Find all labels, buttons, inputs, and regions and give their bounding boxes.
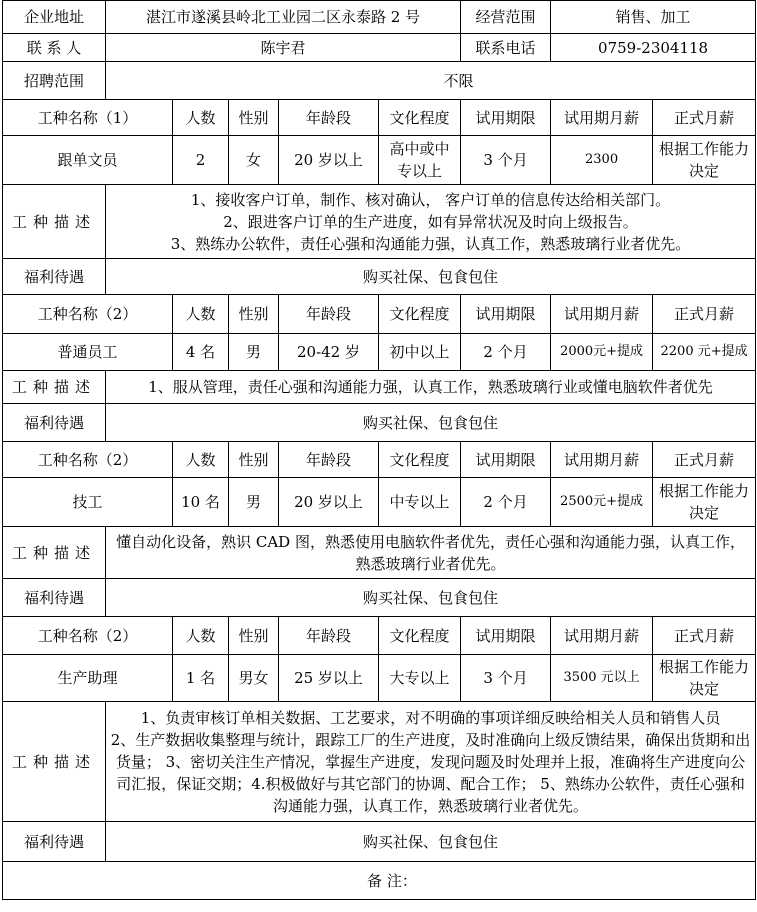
- job-desc-row: [3, 702, 756, 822]
- job-education: 中专以上: [379, 478, 461, 527]
- job-age: 20 岁以上: [279, 478, 379, 527]
- phone-value: 0759-2304118: [551, 34, 756, 62]
- job-title: 工种名称（2）: [3, 442, 173, 478]
- job-desc: [106, 702, 756, 822]
- address-label: 企业地址: [3, 1, 106, 34]
- col-header-education: 文化程度: [379, 100, 461, 136]
- job-count: 10 名: [173, 478, 229, 527]
- phone-label: 联系电话: [461, 34, 551, 62]
- benefit-label: 福利待遇: [3, 404, 106, 442]
- job-gender: 男: [229, 478, 279, 527]
- job-formal-salary: 根据工作能力决定: [653, 478, 756, 527]
- job-desc: [106, 185, 756, 259]
- recruitment-table: [2, 0, 756, 900]
- recruit-scope-label: 招聘范围: [3, 62, 106, 100]
- col-header-education: 文化程度: [379, 295, 461, 334]
- contact-value: 陈宇君: [106, 34, 461, 62]
- job-gender: 男: [229, 334, 279, 371]
- job-count: 2: [173, 136, 229, 185]
- job-title: 工种名称（1）: [3, 100, 173, 136]
- job-benefits: 购买社保、包食包住: [106, 404, 756, 442]
- job-benefits: 购买社保、包食包住: [106, 259, 756, 295]
- job-probation: 3 个月: [461, 136, 551, 185]
- job-benefits: 购买社保、包食包住: [106, 822, 756, 862]
- col-header-probation: 试用期限: [461, 295, 551, 334]
- job-count: 1 名: [173, 655, 229, 702]
- benefit-label: 福利待遇: [3, 579, 106, 617]
- contact-label: 联 系 人: [3, 34, 106, 62]
- col-header-age: 年龄段: [279, 442, 379, 478]
- job-gender: 男女: [229, 655, 279, 702]
- job-formal-salary: 根据工作能力决定: [653, 136, 756, 185]
- job-data-row: [3, 136, 756, 185]
- col-header-gender: 性别: [229, 295, 279, 334]
- col-header-education: 文化程度: [379, 442, 461, 478]
- job-probation: 2 个月: [461, 334, 551, 371]
- col-header-gender: 性别: [229, 100, 279, 136]
- job-probation-salary: 3500 元以上: [551, 655, 653, 702]
- col-header-probation: 试用期限: [461, 100, 551, 136]
- job-age: 20 岁以上: [279, 136, 379, 185]
- remark-label: 备 注：: [3, 862, 756, 900]
- col-header-probation-salary: 试用期月薪: [551, 617, 653, 655]
- job-desc: [106, 527, 756, 579]
- col-header-formal-salary: 正式月薪: [653, 100, 756, 136]
- desc-line: 1、服从管理，责任心强和沟通能力强，认真工作，熟悉玻璃行业或懂电脑软件者优先: [148, 378, 713, 396]
- desc-line: 2、跟进客户订单的生产进度，如有异常状况及时向上级报告。: [223, 212, 638, 231]
- benefit-label: 福利待遇: [3, 822, 106, 862]
- job-desc-row: [3, 527, 756, 579]
- desc-line: 1、负责审核订单相关数据、工艺要求，对不明确的事项详细反映给相关人员和销售人员: [140, 708, 721, 727]
- desc-label: 工种描述: [3, 702, 106, 822]
- col-header-formal-salary: 正式月薪: [653, 442, 756, 478]
- job-probation-salary: 2000元+提成: [551, 334, 653, 371]
- job-desc-row: [3, 185, 756, 259]
- col-header-age: 年龄段: [279, 295, 379, 334]
- col-header-age: 年龄段: [279, 100, 379, 136]
- recruit-scope-row: [3, 62, 756, 100]
- col-header-count: 人数: [173, 617, 229, 655]
- col-header-probation: 试用期限: [461, 442, 551, 478]
- job-probation: 2 个月: [461, 478, 551, 527]
- desc-label: 工种描述: [3, 185, 106, 259]
- job-data-row: [3, 655, 756, 702]
- desc-line: 1、接收客户订单，制作、核对确认， 客户订单的信息传达给相关部门。: [190, 190, 671, 209]
- col-header-gender: 性别: [229, 442, 279, 478]
- desc-line: 懂自动化设备，熟识 CAD 图，熟悉使用电脑软件者优先，责任心强和沟通能力强，认真工作，熟悉玻璃行业者优先。: [116, 532, 745, 573]
- job-desc-row: [3, 371, 756, 404]
- contact-row: [3, 34, 756, 62]
- job-benefits: 购买社保、包食包住: [106, 579, 756, 617]
- job-education: 大专以上: [379, 655, 461, 702]
- scope-value: 销售、加工: [551, 1, 756, 34]
- job-benefit-row: [3, 259, 756, 295]
- col-header-probation-salary: 试用期月薪: [551, 442, 653, 478]
- job-title: 工种名称（2）: [3, 617, 173, 655]
- col-header-count: 人数: [173, 442, 229, 478]
- job-formal-salary: 2200 元+提成: [653, 334, 756, 371]
- col-header-probation-salary: 试用期月薪: [551, 295, 653, 334]
- job-data-row: [3, 478, 756, 527]
- job-gender: 女: [229, 136, 279, 185]
- col-header-age: 年龄段: [279, 617, 379, 655]
- job-header-row: [3, 295, 756, 334]
- job-name: 普通员工: [3, 334, 173, 371]
- col-header-count: 人数: [173, 100, 229, 136]
- col-header-gender: 性别: [229, 617, 279, 655]
- job-education: 高中或中专以上: [379, 136, 461, 185]
- col-header-formal-salary: 正式月薪: [653, 295, 756, 334]
- job-desc: [106, 371, 756, 404]
- address-row: [3, 1, 756, 34]
- job-benefit-row: [3, 579, 756, 617]
- desc-label: 工种描述: [3, 371, 106, 404]
- address-value: 湛江市遂溪县岭北工业园二区永泰路 2 号: [106, 1, 461, 34]
- job-header-row: [3, 100, 756, 136]
- desc-line: 3、熟练办公软件，责任心强和沟通能力强，认真工作，熟悉玻璃行业者优先。: [170, 234, 691, 253]
- job-benefit-row: [3, 404, 756, 442]
- job-title: 工种名称（2）: [3, 295, 173, 334]
- job-education: 初中以上: [379, 334, 461, 371]
- col-header-formal-salary: 正式月薪: [653, 617, 756, 655]
- col-header-probation-salary: 试用期月薪: [551, 100, 653, 136]
- job-age: 20-42 岁: [279, 334, 379, 371]
- recruit-scope-value: 不限: [106, 62, 756, 100]
- col-header-count: 人数: [173, 295, 229, 334]
- job-count: 4 名: [173, 334, 229, 371]
- col-header-probation: 试用期限: [461, 617, 551, 655]
- job-age: 25 岁以上: [279, 655, 379, 702]
- job-name: 技工: [3, 478, 173, 527]
- job-name: 跟单文员: [3, 136, 173, 185]
- job-probation: 3 个月: [461, 655, 551, 702]
- col-header-education: 文化程度: [379, 617, 461, 655]
- job-name: 生产助理: [3, 655, 173, 702]
- job-benefit-row: [3, 822, 756, 862]
- scope-label: 经营范围: [461, 1, 551, 34]
- benefit-label: 福利待遇: [3, 259, 106, 295]
- job-data-row: [3, 334, 756, 371]
- job-header-row: [3, 442, 756, 478]
- job-formal-salary: 根据工作能力决定: [653, 655, 756, 702]
- job-probation-salary: 2500元+提成: [551, 478, 653, 527]
- desc-label: 工种描述: [3, 527, 106, 579]
- job-header-row: [3, 617, 756, 655]
- desc-line: 2、生产数据收集整理与统计，跟踪工厂的生产进度，及时准确向上级反馈结果，确保出货期和出货量； 3、密切关注生产情况，掌握生产进度，发现问题及时处理并上报，准确将生产进度向公 司汇报，保证交期；4.积极做好与其它部门的协调、配合工作； 5、熟练办公软件，责任心强和沟通能力强，认真工作，熟悉玻璃行业者优先。: [110, 730, 751, 815]
- job-probation-salary: 2300: [551, 136, 653, 185]
- remark-row: [3, 862, 756, 900]
